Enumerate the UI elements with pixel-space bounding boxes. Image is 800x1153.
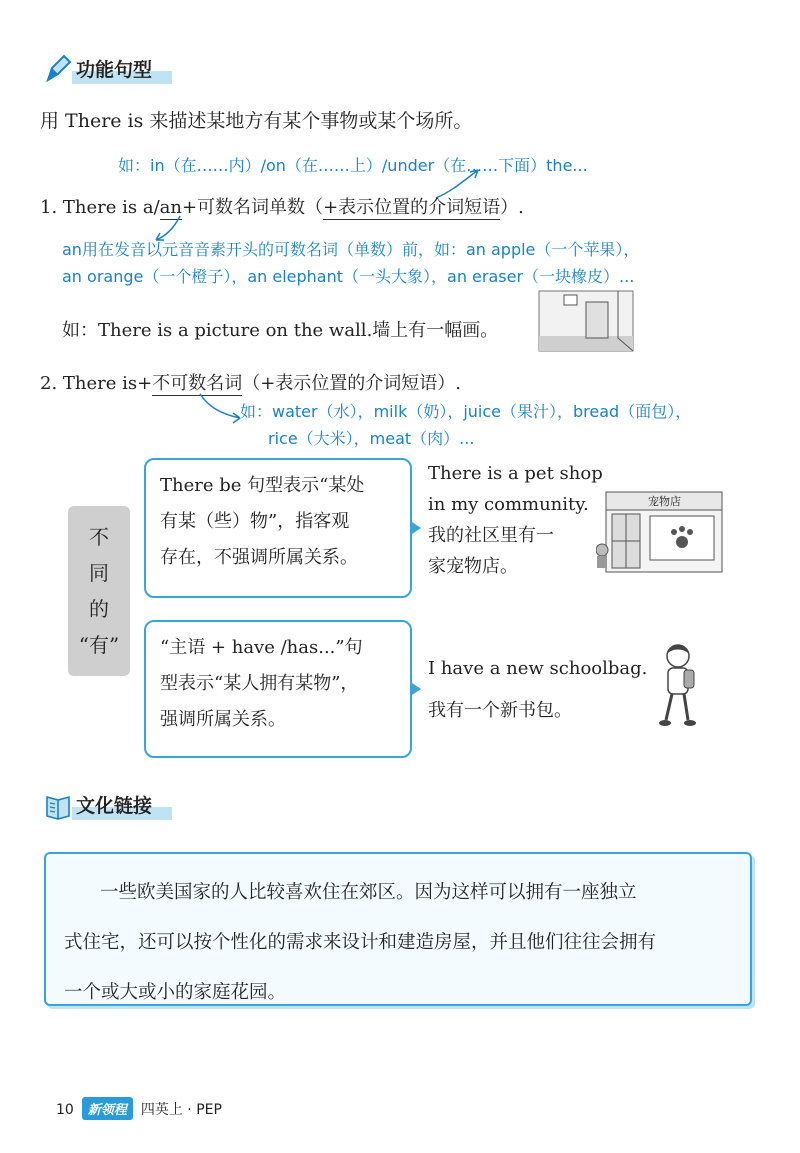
box-line: There be 句型表示“某处 [160, 475, 365, 496]
uncountable-note-line-2: rice（大米），meat（肉）... [268, 429, 475, 448]
label-char: 同 [89, 561, 109, 585]
label-char: 不 [89, 525, 109, 549]
page-number: 10 [56, 1102, 74, 1118]
example-1: 如：There is a picture on the wall.墙上有一幅画。 [62, 320, 499, 341]
different-have-label [68, 506, 130, 676]
box-line: 型表示“某人拥有某物”， [160, 673, 359, 694]
box-line: 强调所属关系。 [160, 709, 286, 730]
label-char: “有” [78, 633, 120, 657]
example-line: I have a new schoolbag. [428, 658, 648, 679]
example-line: 我的社区里有一 [428, 525, 554, 546]
rule-1-prefix: 1. There is [40, 197, 143, 218]
brand-badge: 新领程 [82, 1097, 133, 1120]
culture-line: 一个或大或小的家庭花园。 [64, 982, 287, 1003]
page-footer [56, 1097, 222, 1120]
example-line: There is a pet shop [428, 463, 603, 484]
example-line: 家宠物店。 [428, 556, 518, 577]
rule-1-phrase: +表示位置的介词短语 [323, 197, 501, 218]
an-usage-note-line-2: an orange（一个橙子），an elephant（一头大象），an eraser（一块橡皮）... [62, 267, 635, 286]
section-header-functional-sentences [44, 52, 172, 84]
arrow-icon [196, 392, 246, 426]
rule-1-plus: + [181, 197, 198, 218]
uncountable-note-line-1: 如：water（水），milk（奶），juice（果汁），bread（面包）， [240, 402, 692, 421]
there-be-example [428, 458, 603, 582]
an-usage-note-line-1: an用在发音以元音音素开头的可数名词（单数）前，如：an apple（一个苹果）， [62, 240, 640, 259]
intro-text: 用 There is 来描述某地方有某个事物或某个场所。 [40, 110, 473, 132]
rule-1-a: a/ [142, 197, 160, 218]
box-line: 存在，不强调所属关系。 [160, 547, 358, 568]
there-be-explanation-box [144, 458, 412, 598]
wall-picture-illustration [538, 290, 634, 352]
example-line: in my community. [428, 494, 589, 515]
box-line: “主语 + have /has...”句 [160, 637, 363, 658]
rule-1-an: an [159, 197, 182, 218]
rule-2 [40, 369, 461, 395]
rule-2-noun: 不可数名词 [152, 373, 243, 394]
book-label: 四英上 · PEP [140, 1102, 222, 1118]
rule-2-rest: （+表示位置的介词短语）. [242, 373, 462, 394]
preposition-examples: 如：in（在……内）/on（在……上）/under（在……下面）the... [118, 156, 588, 175]
culture-line: 一些欧美国家的人比较喜欢住在郊区。因为这样可以拥有一座独立 [100, 882, 637, 903]
label-char: 的 [89, 597, 109, 621]
have-example [428, 648, 647, 732]
rule-1-close: ）. [500, 197, 524, 218]
culture-line: 式住宅，还可以按个性化的需求来设计和建造房屋，并且他们往往会拥有 [64, 932, 657, 953]
pencil-icon [44, 54, 72, 84]
boy-with-schoolbag-illustration [656, 640, 702, 730]
culture-link-box [44, 852, 752, 1006]
rule-1 [40, 193, 524, 219]
section-title: 功能句型 [72, 55, 172, 84]
pet-shop-illustration [596, 484, 726, 574]
example-line: 我有一个新书包。 [428, 700, 572, 721]
shop-sign-text: 宠物店 [648, 495, 681, 508]
section-title: 文化链接 [72, 791, 172, 820]
rule-1-noun: 可数名词单数（ [197, 197, 324, 218]
section-header-culture-link [44, 788, 172, 820]
book-icon [44, 792, 72, 820]
have-has-explanation-box [144, 620, 412, 758]
box-line: 有某（些）物”，指客观 [160, 511, 350, 532]
rule-2-prefix: 2. There is+ [40, 373, 153, 394]
